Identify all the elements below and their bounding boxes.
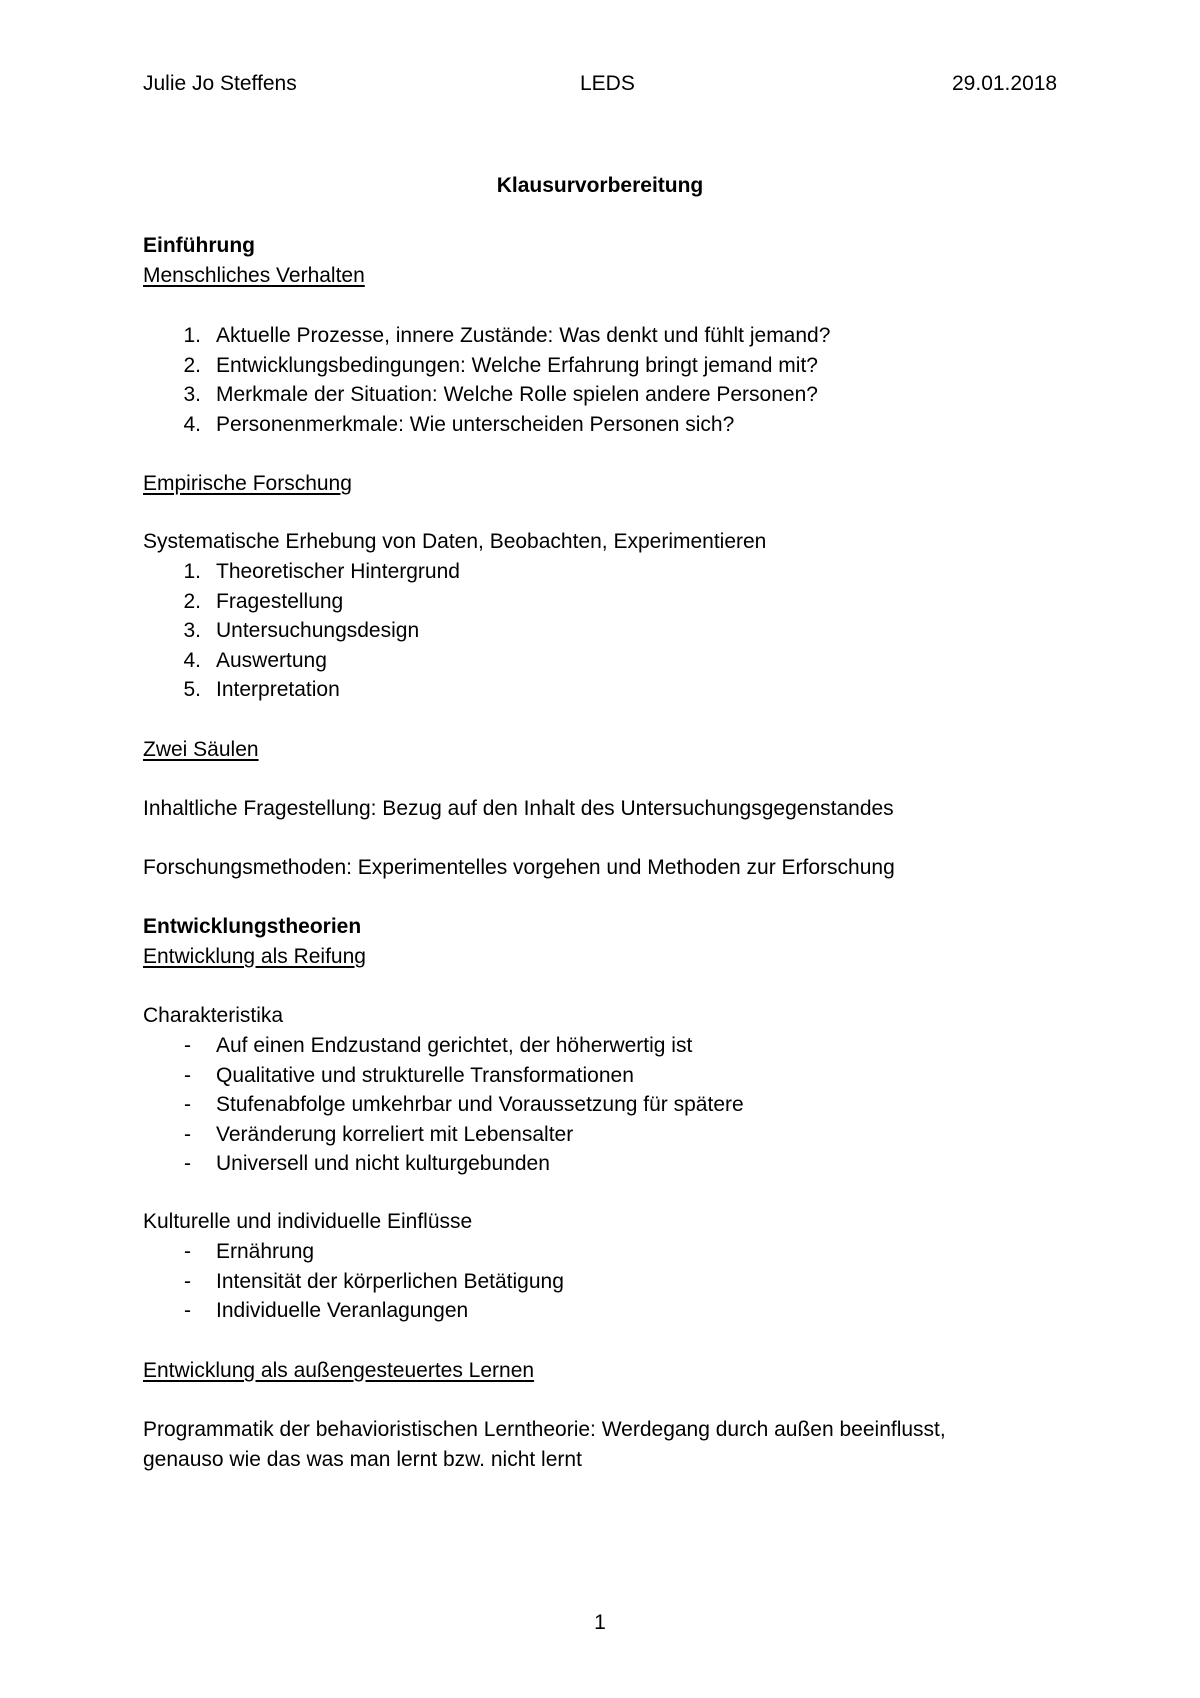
list-number: 5. — [183, 678, 201, 701]
list-number: 2. — [183, 590, 201, 613]
list-item: Auf einen Endzustand gerichtet, der höherwertig ist — [216, 1034, 693, 1057]
list-item: Qualitative und strukturelle Transformationen — [216, 1064, 634, 1087]
header-author: Julie Jo Steffens — [143, 72, 297, 95]
list-item: Merkmale der Situation: Welche Rolle spielen andere Personen? — [216, 383, 818, 406]
list-item: Personenmerkmale: Wie unterscheiden Personen sich? — [216, 413, 735, 436]
bullet-dash: - — [184, 1034, 191, 1057]
list-number: 1. — [183, 560, 201, 583]
section-heading-entwicklungstheorien: Entwicklungstheorien — [143, 915, 362, 938]
section-heading-einfuehrung: Einführung — [143, 234, 255, 257]
paragraph-empirisch-intro: Systematische Erhebung von Daten, Beobachten, Experimentieren — [143, 530, 767, 553]
list-item: Entwicklungsbedingungen: Welche Erfahrung bringt jemand mit? — [216, 354, 818, 377]
bullet-dash: - — [184, 1299, 191, 1322]
subheading-menschliches-verhalten: Menschliches Verhalten — [143, 264, 365, 287]
list-number: 2. — [183, 354, 201, 377]
paragraph-lerntheorie-line2: genauso wie das was man lernt bzw. nicht lernt — [143, 1448, 582, 1471]
bullet-dash: - — [184, 1064, 191, 1087]
list-item: Universell und nicht kulturgebunden — [216, 1152, 550, 1175]
subheading-aussengesteuertes-lernen: Entwicklung als außengesteuertes Lernen — [143, 1359, 535, 1382]
subheading-empirische-forschung: Empirische Forschung — [143, 472, 352, 495]
bullet-dash: - — [184, 1240, 191, 1263]
list-item: Individuelle Veranlagungen — [216, 1299, 469, 1322]
header-date: 29.01.2018 — [952, 72, 1058, 95]
paragraph-forschungsmethoden: Forschungsmethoden: Experimentelles vorgehen und Methoden zur Erforschung — [143, 856, 895, 879]
subheading-entwicklung-als-reifung: Entwicklung als Reifung — [143, 945, 366, 968]
header-course: LEDS — [580, 72, 635, 95]
page-number: 1 — [594, 1611, 606, 1634]
document-title: Klausurvorbereitung — [496, 174, 704, 197]
list-number: 4. — [183, 413, 201, 436]
list-item: Intensität der körperlichen Betätigung — [216, 1270, 564, 1293]
label-charakteristika: Charakteristika — [143, 1004, 284, 1027]
bullet-dash: - — [184, 1152, 191, 1175]
list-item: Stufenabfolge umkehrbar und Voraussetzung für spätere — [216, 1093, 744, 1116]
list-number: 3. — [183, 383, 201, 406]
list-item: Aktuelle Prozesse, innere Zustände: Was denkt und fühlt jemand? — [216, 324, 831, 347]
bullet-dash: - — [184, 1270, 191, 1293]
list-item: Veränderung korreliert mit Lebensalter — [216, 1123, 574, 1146]
list-item: Untersuchungsdesign — [216, 619, 420, 642]
list-item: Interpretation — [216, 678, 340, 701]
paragraph-inhaltliche-fragestellung: Inhaltliche Fragestellung: Bezug auf den Inhalt des Untersuchungsgegenstandes — [143, 797, 894, 820]
label-einfluesse: Kulturelle und individuelle Einflüsse — [143, 1210, 473, 1233]
list-item: Ernährung — [216, 1240, 315, 1263]
list-number: 1. — [183, 324, 201, 347]
list-item: Auswertung — [216, 649, 327, 672]
list-item: Theoretischer Hintergrund — [216, 560, 460, 583]
list-number: 3. — [183, 619, 201, 642]
list-number: 4. — [183, 649, 201, 672]
bullet-dash: - — [184, 1093, 191, 1116]
bullet-dash: - — [184, 1123, 191, 1146]
subheading-zwei-saeulen: Zwei Säulen — [143, 738, 259, 761]
list-item: Fragestellung — [216, 590, 344, 613]
paragraph-lerntheorie-line1: Programmatik der behavioristischen Lerntheorie: Werdegang durch außen beeinflusst, — [143, 1418, 946, 1441]
